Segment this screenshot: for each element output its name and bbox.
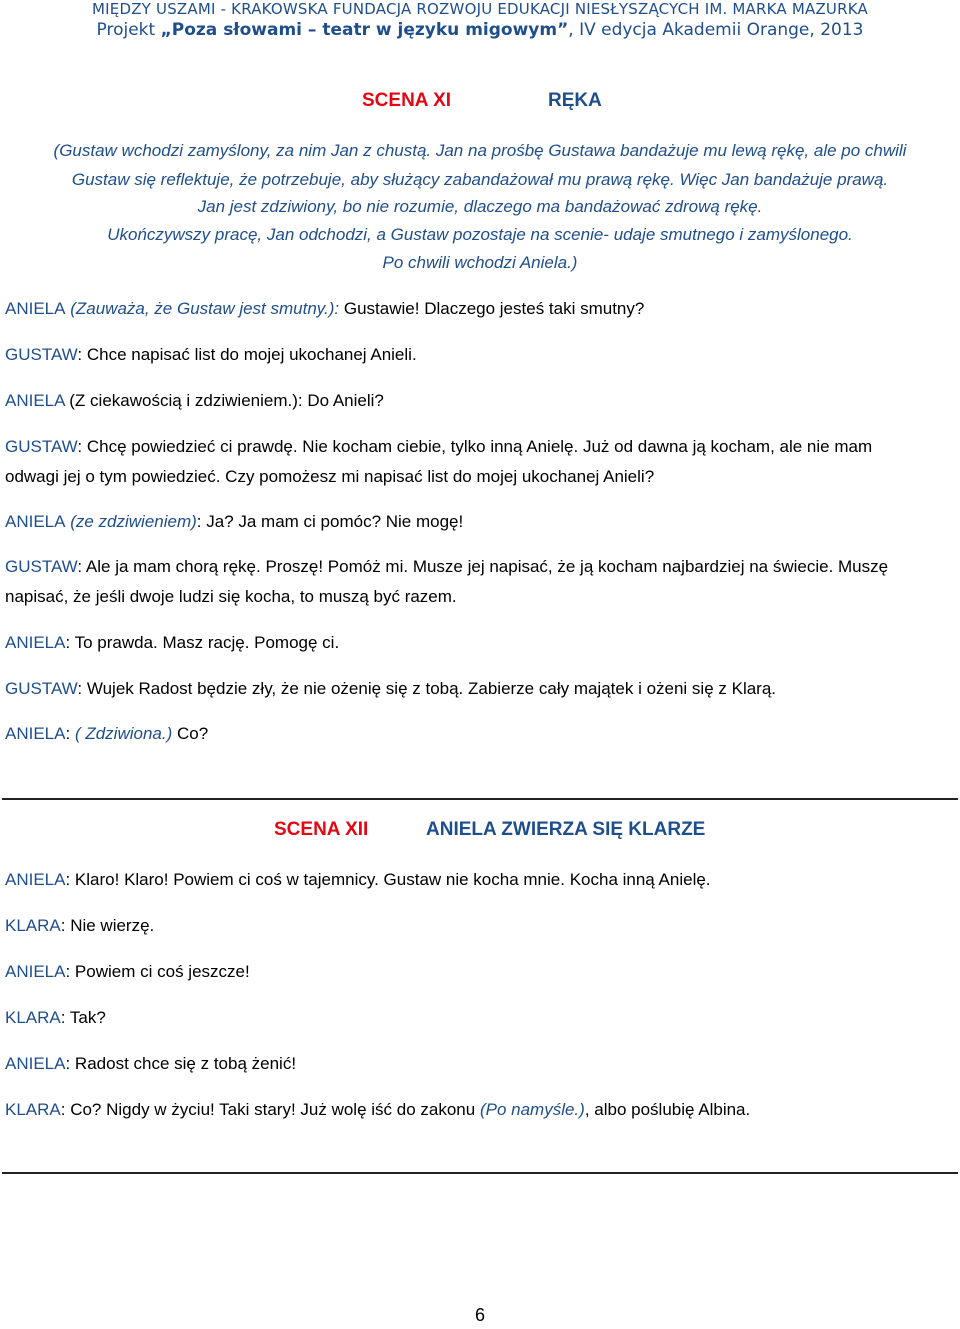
scene-12-number: SCENA XII: [274, 819, 369, 840]
header-project: Projekt „Poza słowami – teatr w języku migowym”, IV edycja Akademii Orange, 2013: [96, 20, 864, 40]
speaker-name: KLARA: [5, 1100, 61, 1119]
speaker-name: ANIELA: [5, 633, 66, 652]
dialogue-line: KLARA: Tak?: [5, 1008, 106, 1027]
speaker-name: ANIELA: [5, 299, 66, 318]
speaker-name: ANIELA: [5, 724, 66, 743]
dialogue-line: KLARA: Nie wierzę.: [5, 916, 155, 935]
dialogue-line: KLARA: Co? Nigdy w życiu! Taki stary! Już wolę iść do zakonu (Po namyśle.), albo poślubię Albina.: [5, 1100, 751, 1119]
dialogue-line-continuation: odwagi jej o tym powiedzieć. Czy pomożesz mi napisać list do mojej ukochanej Anieli?: [5, 467, 655, 486]
dialogue-line: ANIELA (Z ciekawością i zdziwieniem.): Do Anieli?: [5, 391, 384, 410]
header-organization: MIĘDZY USZAMI - KRAKOWSKA FUNDACJA ROZWOJU EDUKACJI NIESŁYSZĄCYCH IM. MARKA MAZURKA: [92, 0, 868, 18]
speaker-name: ANIELA: [5, 1054, 66, 1073]
speaker-name: GUSTAW: [5, 679, 78, 698]
speaker-name: ANIELA: [5, 870, 66, 889]
scene-11-title: RĘKA: [548, 90, 602, 111]
project-title: „Poza słowami – teatr w języku migowym”: [160, 20, 569, 40]
dialogue-line: ANIELA (ze zdziwieniem): Ja? Ja mam ci pomóc? Nie mogę!: [5, 512, 464, 531]
dialogue-line: ANIELA: Klaro! Klaro! Powiem ci coś w tajemnicy. Gustaw nie kocha mnie. Kocha inną Anielę.: [5, 870, 711, 889]
speaker-name: GUSTAW: [5, 557, 78, 576]
dialogue-line-continuation: napisać, że jeśli dwoje ludzi się kocha, to muszą być razem.: [5, 587, 457, 606]
speaker-name: GUSTAW: [5, 345, 78, 364]
dialogue-line: ANIELA: ( Zdziwiona.) Co?: [5, 724, 209, 743]
scene-11-number: SCENA XI: [362, 90, 452, 111]
speaker-name: ANIELA: [5, 391, 65, 410]
dialogue-line: GUSTAW: Chce napisać list do mojej ukochanej Anieli.: [5, 345, 417, 364]
speaker-name: ANIELA: [5, 962, 66, 981]
stage-direction-line: Jan jest zdziwiony, bo nie rozumie, dlaczego ma bandażować zdrową rękę.: [197, 197, 763, 216]
dialogue-line: ANIELA (Zauważa, że Gustaw jest smutny.): Gustawie! Dlaczego jesteś taki smutny?: [5, 299, 645, 318]
speaker-name: ANIELA: [5, 512, 66, 531]
section-divider: [2, 798, 958, 800]
dialogue-line: ANIELA: To prawda. Masz rację. Pomogę ci.: [5, 633, 340, 652]
dialogue-line: GUSTAW: Ale ja mam chorą rękę. Proszę! Pomóż mi. Musze jej napisać, że ją kocham najbardziej na świecie. Muszę: [5, 557, 889, 576]
dialogue-line: GUSTAW: Chcę powiedzieć ci prawdę. Nie kocham ciebie, tylko inną Anielę. Już od dawna ją kocham, ale nie mam: [5, 437, 873, 456]
speaker-name: KLARA: [5, 916, 61, 935]
section-divider: [2, 1172, 958, 1174]
dialogue-line: ANIELA: Powiem ci coś jeszcze!: [5, 962, 250, 981]
stage-direction-line: Po chwili wchodzi Aniela.): [382, 253, 578, 272]
stage-direction-line: (Gustaw wchodzi zamyślony, za nim Jan z chustą. Jan na prośbę Gustawa bandażuje mu lewą rękę, ale po chwili: [53, 141, 907, 160]
stage-direction-line: Ukończywszy pracę, Jan odchodzi, a Gustaw pozostaje na scenie- udaje smutnego i zamyślonego.: [107, 225, 853, 244]
dialogue-line: GUSTAW: Wujek Radost będzie zły, że nie ożenię się z tobą. Zabierze cały majątek i ożeni się z Klarą.: [5, 679, 777, 698]
speaker-name: KLARA: [5, 1008, 61, 1027]
speaker-name: GUSTAW: [5, 437, 78, 456]
page-number: 6: [474, 1305, 485, 1325]
stage-direction-line: Gustaw się reflektuje, że potrzebuje, aby służący zabandażował mu prawą rękę. Więc Jan bandażuje prawą.: [71, 170, 889, 189]
scene-12-title: ANIELA ZWIERZA SIĘ KLARZE: [426, 819, 706, 840]
dialogue-line: ANIELA: Radost chce się z tobą żenić!: [5, 1054, 297, 1073]
